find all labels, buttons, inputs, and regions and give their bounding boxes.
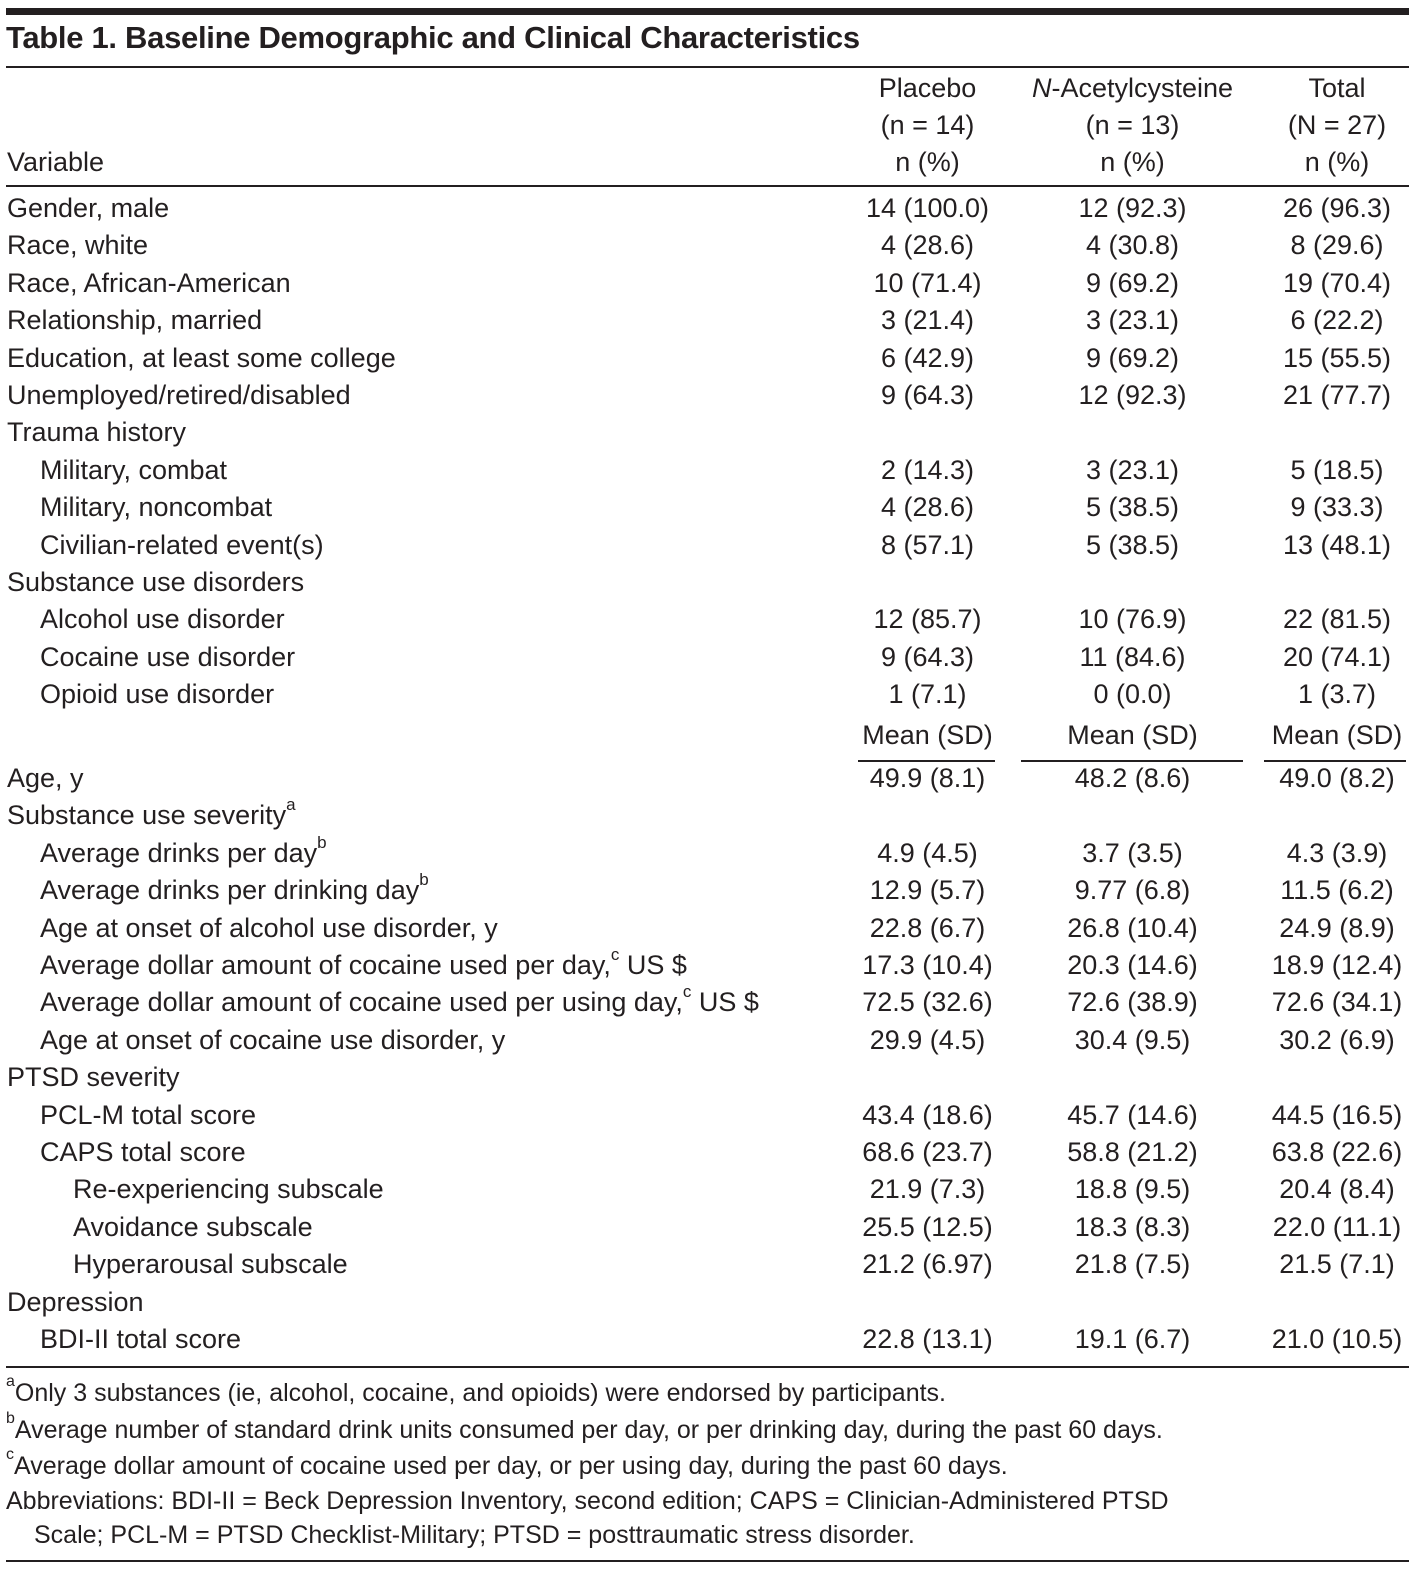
table-row [0,601,1415,639]
row-label [40,947,687,985]
value-total: 72.6 (34.1) [1271,987,1403,1018]
table-row [0,1171,1415,1209]
top-rule [6,8,1409,15]
value-total: 6 (22.2) [1290,305,1384,336]
table-row [0,832,1415,873]
table-row [0,452,1415,490]
row-label-text: CAPS total score [40,1137,246,1167]
row-label-text: Re-experiencing subscale [73,1174,384,1205]
body-bottom-rule [6,1366,1409,1368]
footnote [6,1373,1406,1410]
value-total: 22.0 (11.1) [1272,1211,1402,1242]
row-label-text: Military, noncombat [40,492,273,523]
header-placebo-name: Placebo [878,73,977,103]
row-label-text: Age at onset of alcohol use disorder, y [40,912,498,943]
bottom-rule [6,1560,1409,1562]
table-row [0,639,1415,677]
header-nac-unit: n (%) [1100,147,1165,177]
row-label [40,601,285,639]
header-nac [1015,70,1250,181]
row-label [7,760,84,798]
row-label-text: Substance use severity [7,800,287,831]
table-row [0,676,1415,714]
value-total: 63.8 (22.6) [1271,1137,1403,1167]
row-label-text: Average drinks per drinking day [40,875,420,906]
value-total: 26 (96.3) [1282,193,1392,223]
value-nac: 11 (84.6) [1079,641,1186,672]
row-label [40,832,327,873]
table-row [0,984,1415,1022]
row-label [73,1171,384,1209]
row-label [7,190,169,228]
row-label-text: Average dollar amount of cocaine used per day, [40,950,611,980]
value-nac: 18.3 (8.3) [1074,1211,1191,1242]
value-nac: 9 (69.2) [1085,267,1180,298]
mean-sd-header: Mean (SD) [1067,719,1198,750]
row-label-suffix: US $ [691,987,759,1018]
value-total: 9 (33.3) [1290,492,1384,523]
row-label [7,340,396,378]
row-label [40,910,498,948]
footnote [6,1409,1406,1447]
header-rule [6,185,1409,187]
row-label-text: Military, combat [40,454,228,485]
table-row [0,872,1415,910]
header-nac-italic: N [1031,73,1052,103]
row-label-text: Relationship, married [7,305,263,336]
table-row [0,265,1415,303]
footnote-letter: a [6,1373,15,1390]
value-placebo: 4 (28.6) [880,230,975,261]
table-row [0,527,1415,565]
row-label-text: Civilian-related event(s) [40,529,324,560]
value-nac: 4 (30.8) [1085,230,1180,261]
value-placebo: 8 (57.1) [880,529,975,560]
abbreviations [6,1484,1406,1552]
value-placebo: 10 (71.4) [873,267,982,298]
header-total-n: (N = 27) [1287,110,1387,140]
value-nac: 9 (69.2) [1085,342,1180,373]
row-label-text: Average dollar amount of cocaine used per using day, [40,987,683,1018]
table-row [0,1209,1415,1247]
footnote-letter: c [6,1446,14,1463]
row-label [40,676,274,714]
row-label-text: BDI-II total score [40,1324,242,1354]
footnote-text: Only 3 substances (ie, alcohol, cocaine, and opioids) were endorsed by participants. [14,1379,946,1407]
value-nac: 45.7 (14.6) [1067,1099,1198,1130]
value-placebo: 12.9 (5.7) [869,875,986,906]
value-total: 19 (70.4) [1282,267,1392,298]
abbreviations-line2: Scale; PCL-M = PTSD Checklist-Military; PTSD = posttraumatic stress disorder. [34,1521,915,1549]
value-placebo: 4 (28.6) [880,492,975,523]
table-row [0,564,1415,602]
row-label [7,797,296,835]
value-nac: 3.7 (3.5) [1082,837,1183,868]
header-placebo-unit: n (%) [895,147,960,177]
value-total: 1 (3.7) [1297,679,1377,710]
row-label [40,872,429,910]
table-row [0,1059,1415,1097]
table-row [0,1284,1415,1322]
value-nac: 5 (38.5) [1085,492,1180,523]
table-row [0,797,1415,835]
row-label [7,414,186,452]
row-label [40,1022,505,1060]
row-label-text: Alcohol use disorder [40,604,285,635]
table-row [0,947,1415,985]
value-placebo: 12 (85.7) [873,604,982,635]
value-placebo: 3 (21.4) [880,305,975,336]
value-total: 20.4 (8.4) [1279,1174,1395,1205]
title-rule [6,66,1409,68]
row-label [73,1246,348,1284]
value-placebo: 29.9 (4.5) [869,1024,986,1055]
value-placebo: 22.8 (13.1) [862,1324,993,1354]
value-total: 5 (18.5) [1290,454,1384,485]
row-label [40,639,295,677]
value-nac: 5 (38.5) [1085,529,1180,560]
table-row [0,340,1415,378]
value-nac: 9.77 (6.8) [1074,875,1191,906]
value-placebo: 72.5 (32.6) [862,987,993,1018]
mean-sd-header-row [0,717,1415,755]
row-label [7,564,304,602]
value-total: 21.0 (10.5) [1271,1324,1403,1354]
header-total-unit: n (%) [1304,147,1370,177]
footnote-letter: b [6,1409,15,1427]
value-placebo: 21.9 (7.3) [869,1174,986,1205]
table-row [0,1246,1415,1284]
footnote-text: Average dollar amount of cocaine used per day, or per using day, during the past 60 days. [14,1452,1008,1480]
value-total: 20 (74.1) [1282,641,1392,672]
table-row [0,760,1415,798]
value-nac: 30.4 (9.5) [1074,1024,1191,1055]
header-variable: Variable [7,147,105,177]
table-row [0,910,1415,948]
abbreviations-line1: Abbreviations: BDI-II = Beck Depression Inventory, second edition; CAPS = Clinician-Administered PTSD [6,1487,1169,1515]
row-label [7,302,262,340]
value-total: 22 (81.5) [1282,604,1392,635]
value-nac: 18.8 (9.5) [1074,1174,1191,1205]
value-nac: 72.6 (38.9) [1067,987,1198,1018]
value-nac: 19.1 (6.7) [1074,1324,1191,1354]
table-title: Table 1. Baseline Demographic and Clinical Characteristics [6,20,860,55]
header-nac-n: (n = 13) [1085,110,1180,140]
row-label-text: Average drinks per day [40,837,318,868]
value-nac: 12 (92.3) [1078,193,1187,223]
value-placebo: 6 (42.9) [880,342,975,373]
value-nac: 12 (92.3) [1078,380,1187,410]
row-label-text: PTSD severity [7,1062,180,1093]
row-label [7,1059,180,1097]
value-placebo: 9 (64.3) [880,641,975,672]
value-nac: 21.8 (7.5) [1074,1249,1191,1280]
row-label [7,1284,144,1322]
header-nac-name [1015,70,1250,107]
header-placebo-n: (n = 14) [880,110,975,140]
value-nac: 3 (23.1) [1085,454,1180,485]
header-placebo [850,70,1005,181]
row-label [40,1134,246,1172]
row-label-text: Substance use disorders [7,567,305,597]
value-nac: 0 (0.0) [1093,679,1172,710]
value-placebo: 9 (64.3) [880,380,975,410]
footnote-marker: b [317,832,327,852]
value-total: 18.9 (12.4) [1271,950,1403,980]
header-total-name: Total [1308,73,1366,103]
value-nac: 20.3 (14.6) [1067,950,1198,980]
value-placebo: 21.2 (6.97) [862,1249,993,1280]
header-total [1262,70,1412,181]
value-total: 21.5 (7.1) [1279,1249,1395,1280]
value-placebo: 1 (7.1) [888,679,967,710]
value-placebo: 2 (14.3) [880,454,975,485]
value-total: 13 (48.1) [1282,529,1392,560]
row-label [40,1097,256,1135]
table-row [0,227,1415,265]
mean-sd-header: Mean (SD) [1271,719,1403,750]
row-label-text: Cocaine use disorder [40,641,296,672]
row-label-text: Opioid use disorder [40,679,275,710]
footnote-marker: c [682,982,692,1002]
table-row [0,302,1415,340]
footnote-marker: a [286,795,296,815]
value-nac: 26.8 (10.4) [1067,912,1198,943]
row-label-suffix: US $ [619,950,687,980]
row-label-text: Hyperarousal subscale [73,1249,348,1280]
value-total: 15 (55.5) [1282,342,1392,373]
mean-rule-placebo [858,760,995,762]
table-row [0,1022,1415,1060]
value-placebo: 43.4 (18.6) [862,1099,993,1130]
footnote-marker: c [610,945,620,964]
footnote [6,1446,1406,1483]
row-label-text: Age at onset of cocaine use disorder, y [40,1024,506,1055]
value-placebo: 17.3 (10.4) [862,950,993,980]
mean-rule-total [1264,760,1406,762]
value-total: 44.5 (16.5) [1271,1099,1403,1130]
row-label-text: Age, y [7,763,84,793]
footnote-text: Average number of standard drink units consumed per day, or per drinking day, during the past 60 days. [14,1415,1163,1444]
footnote-marker: b [419,870,429,890]
value-total: 24.9 (8.9) [1279,912,1395,943]
row-label [40,527,324,565]
table-row [0,414,1415,452]
row-label [7,265,291,303]
table-row [0,377,1415,415]
row-label [7,377,351,415]
row-label-text: Trauma history [7,417,187,448]
table-row [0,1134,1415,1172]
value-placebo: 49.9 (8.1) [869,763,986,793]
header-nac-rest: -Acetylcysteine [1051,73,1234,103]
value-placebo: 25.5 (12.5) [862,1211,993,1242]
row-label-text: PCL-M total score [40,1099,257,1130]
row-label-text: Avoidance subscale [73,1211,313,1242]
row-label-text: Unemployed/retired/disabled [7,380,351,410]
row-label-text: Education, at least some college [7,342,396,373]
value-total: 21 (77.7) [1282,380,1392,410]
value-total: 11.5 (6.2) [1280,875,1394,906]
value-nac: 48.2 (8.6) [1074,763,1191,793]
table-row [0,1097,1415,1135]
value-total: 8 (29.6) [1290,230,1384,261]
row-label [40,984,759,1022]
value-placebo: 22.8 (6.7) [869,912,986,943]
value-total: 49.0 (8.2) [1279,763,1395,793]
table-row [0,1321,1415,1359]
value-nac: 58.8 (21.2) [1067,1137,1198,1167]
row-label [40,1321,241,1359]
table-row [0,489,1415,527]
row-label-text: Gender, male [7,193,170,223]
value-total: 4.3 (3.9) [1286,837,1388,868]
row-label-text: Depression [7,1286,144,1317]
row-label-text: Race, white [7,230,149,261]
row-label [40,489,272,527]
mean-sd-header: Mean (SD) [862,719,993,750]
value-placebo: 68.6 (23.7) [862,1137,993,1167]
value-nac: 10 (76.9) [1078,604,1187,635]
table-row [0,190,1415,228]
row-label-text: Race, African-American [7,267,291,298]
value-placebo: 4.9 (4.5) [877,837,978,868]
mean-rule-nac [1021,760,1243,762]
value-placebo: 14 (100.0) [865,193,990,223]
row-label [40,452,227,490]
row-label [7,227,148,265]
value-total: 30.2 (6.9) [1279,1024,1395,1055]
row-label [73,1209,313,1247]
value-nac: 3 (23.1) [1085,305,1180,336]
